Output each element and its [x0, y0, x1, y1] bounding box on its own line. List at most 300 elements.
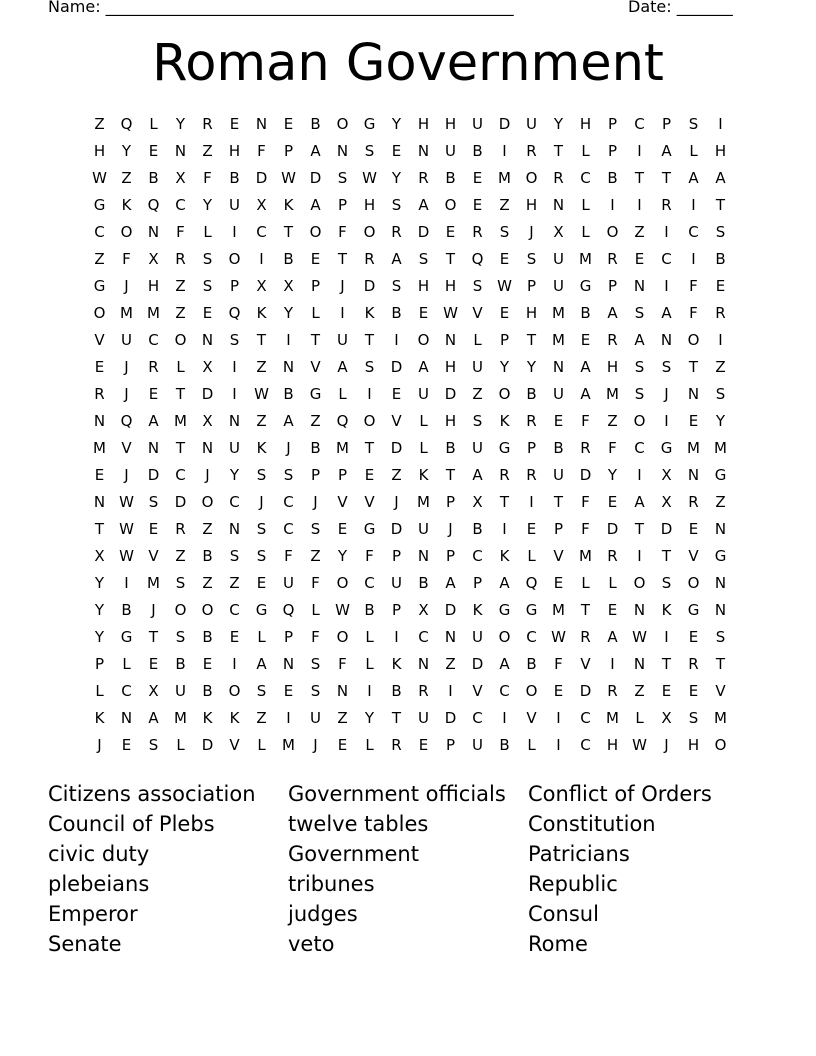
grid-letter[interactable]: V: [526, 709, 537, 727]
grid-letter[interactable]: S: [256, 547, 267, 565]
grid-letter[interactable]: M: [714, 709, 727, 727]
grid-letter[interactable]: J: [259, 493, 264, 511]
grid-letter[interactable]: S: [148, 493, 159, 511]
grid-letter[interactable]: S: [175, 628, 186, 646]
grid-letter[interactable]: S: [472, 412, 483, 430]
grid-letter[interactable]: E: [121, 736, 132, 754]
grid-letter[interactable]: Y: [94, 574, 105, 592]
grid-letter[interactable]: A: [283, 412, 294, 430]
grid-letter[interactable]: E: [607, 493, 618, 511]
grid-letter[interactable]: T: [175, 439, 186, 457]
grid-letter[interactable]: Z: [229, 574, 240, 592]
grid-letter[interactable]: A: [310, 142, 321, 160]
grid-letter[interactable]: S: [661, 358, 672, 376]
grid-letter[interactable]: L: [419, 439, 428, 457]
grid-letter[interactable]: S: [634, 358, 645, 376]
grid-letter[interactable]: M: [579, 547, 592, 565]
grid-letter[interactable]: I: [448, 682, 453, 700]
grid-letter[interactable]: J: [340, 277, 345, 295]
grid-letter[interactable]: C: [580, 709, 591, 727]
grid-letter[interactable]: L: [473, 331, 482, 349]
grid-letter[interactable]: K: [418, 466, 429, 484]
grid-letter[interactable]: Y: [553, 115, 564, 133]
grid-letter[interactable]: Z: [256, 709, 267, 727]
grid-letter[interactable]: R: [688, 493, 699, 511]
grid-letter[interactable]: V: [337, 493, 348, 511]
grid-letter[interactable]: C: [580, 169, 591, 187]
grid-letter[interactable]: K: [202, 709, 213, 727]
grid-letter[interactable]: K: [94, 709, 105, 727]
grid-letter[interactable]: S: [391, 277, 402, 295]
grid-letter[interactable]: E: [283, 682, 294, 700]
grid-letter[interactable]: H: [525, 304, 538, 322]
grid-letter[interactable]: J: [151, 601, 156, 619]
grid-letter[interactable]: E: [391, 385, 402, 403]
grid-letter[interactable]: H: [444, 277, 457, 295]
grid-letter[interactable]: Z: [607, 412, 618, 430]
grid-letter[interactable]: E: [256, 574, 267, 592]
grid-letter[interactable]: F: [284, 547, 293, 565]
grid-letter[interactable]: A: [580, 385, 591, 403]
grid-letter[interactable]: R: [175, 520, 186, 538]
grid-letter[interactable]: Y: [526, 358, 537, 376]
grid-letter[interactable]: A: [418, 358, 429, 376]
grid-letter[interactable]: M: [606, 709, 619, 727]
grid-letter[interactable]: I: [664, 223, 669, 241]
grid-letter[interactable]: A: [634, 331, 645, 349]
grid-letter[interactable]: N: [552, 358, 565, 376]
grid-letter[interactable]: R: [148, 358, 159, 376]
grid-letter[interactable]: L: [176, 358, 185, 376]
grid-letter[interactable]: F: [257, 142, 266, 160]
grid-letter[interactable]: I: [637, 466, 642, 484]
grid-letter[interactable]: Q: [228, 304, 241, 322]
grid-letter[interactable]: C: [175, 196, 186, 214]
grid-letter[interactable]: L: [581, 574, 590, 592]
grid-letter[interactable]: F: [581, 520, 590, 538]
grid-letter[interactable]: I: [664, 412, 669, 430]
grid-letter[interactable]: L: [527, 547, 536, 565]
grid-letter[interactable]: L: [365, 736, 374, 754]
grid-letter[interactable]: N: [444, 628, 457, 646]
grid-letter[interactable]: N: [93, 412, 106, 430]
grid-letter[interactable]: M: [606, 385, 619, 403]
grid-letter[interactable]: E: [472, 196, 483, 214]
grid-letter[interactable]: W: [443, 304, 458, 322]
grid-letter[interactable]: O: [120, 223, 133, 241]
grid-letter[interactable]: C: [634, 115, 645, 133]
grid-letter[interactable]: U: [310, 709, 321, 727]
grid-letter[interactable]: U: [418, 520, 429, 538]
grid-letter[interactable]: V: [364, 493, 375, 511]
grid-letter[interactable]: S: [310, 682, 321, 700]
grid-letter[interactable]: V: [472, 304, 483, 322]
grid-letter[interactable]: Y: [283, 304, 294, 322]
grid-letter[interactable]: A: [499, 655, 510, 673]
grid-letter[interactable]: E: [715, 277, 726, 295]
grid-letter[interactable]: L: [257, 628, 266, 646]
grid-letter[interactable]: Z: [175, 277, 186, 295]
grid-letter[interactable]: W: [119, 520, 134, 538]
date-field[interactable]: Date: _______: [628, 0, 733, 16]
grid-letter[interactable]: Q: [282, 601, 295, 619]
grid-letter[interactable]: I: [691, 196, 696, 214]
grid-letter[interactable]: C: [283, 520, 294, 538]
grid-letter[interactable]: S: [256, 520, 267, 538]
grid-letter[interactable]: F: [311, 574, 320, 592]
grid-letter[interactable]: I: [286, 331, 291, 349]
grid-letter[interactable]: F: [338, 655, 347, 673]
grid-letter[interactable]: N: [660, 331, 673, 349]
grid-letter[interactable]: E: [688, 628, 699, 646]
grid-letter[interactable]: N: [687, 385, 700, 403]
grid-letter[interactable]: E: [418, 304, 429, 322]
grid-letter[interactable]: R: [526, 412, 537, 430]
grid-letter[interactable]: P: [283, 628, 294, 646]
grid-letter[interactable]: D: [390, 358, 403, 376]
grid-letter[interactable]: E: [526, 520, 537, 538]
grid-letter[interactable]: R: [607, 547, 618, 565]
grid-letter[interactable]: P: [499, 331, 510, 349]
grid-letter[interactable]: A: [310, 196, 321, 214]
grid-letter[interactable]: Y: [337, 547, 348, 565]
grid-letter[interactable]: E: [364, 466, 375, 484]
grid-letter[interactable]: C: [256, 223, 267, 241]
grid-letter[interactable]: I: [502, 142, 507, 160]
grid-letter[interactable]: S: [634, 304, 645, 322]
grid-letter[interactable]: Z: [202, 574, 213, 592]
grid-letter[interactable]: E: [310, 250, 321, 268]
grid-letter[interactable]: S: [472, 277, 483, 295]
grid-letter[interactable]: J: [664, 736, 669, 754]
grid-letter[interactable]: K: [499, 412, 510, 430]
grid-letter[interactable]: E: [634, 250, 645, 268]
grid-letter[interactable]: L: [581, 142, 590, 160]
grid-letter[interactable]: R: [418, 682, 429, 700]
grid-letter[interactable]: C: [175, 466, 186, 484]
grid-letter[interactable]: V: [148, 547, 159, 565]
grid-letter[interactable]: W: [335, 601, 350, 619]
grid-letter[interactable]: P: [607, 277, 618, 295]
grid-letter[interactable]: S: [310, 520, 321, 538]
grid-letter[interactable]: B: [202, 628, 213, 646]
grid-letter[interactable]: Q: [525, 574, 538, 592]
grid-letter[interactable]: S: [499, 223, 510, 241]
grid-letter[interactable]: L: [581, 223, 590, 241]
grid-letter[interactable]: S: [256, 466, 267, 484]
grid-letter[interactable]: O: [525, 169, 538, 187]
grid-letter[interactable]: Z: [202, 142, 213, 160]
grid-letter[interactable]: U: [283, 574, 294, 592]
grid-letter[interactable]: D: [579, 682, 592, 700]
grid-letter[interactable]: U: [526, 115, 537, 133]
grid-letter[interactable]: K: [229, 709, 240, 727]
grid-letter[interactable]: Y: [229, 466, 240, 484]
grid-letter[interactable]: R: [526, 142, 537, 160]
grid-letter[interactable]: P: [607, 142, 618, 160]
grid-letter[interactable]: I: [556, 736, 561, 754]
grid-letter[interactable]: S: [634, 385, 645, 403]
grid-letter[interactable]: L: [365, 655, 374, 673]
grid-letter[interactable]: D: [417, 223, 430, 241]
grid-letter[interactable]: O: [633, 412, 646, 430]
grid-letter[interactable]: D: [579, 466, 592, 484]
grid-letter[interactable]: P: [472, 574, 483, 592]
grid-letter[interactable]: P: [391, 547, 402, 565]
grid-letter[interactable]: U: [472, 115, 483, 133]
grid-letter[interactable]: M: [552, 331, 565, 349]
grid-letter[interactable]: D: [390, 520, 403, 538]
grid-letter[interactable]: T: [148, 628, 159, 646]
grid-letter[interactable]: S: [688, 115, 699, 133]
grid-letter[interactable]: B: [175, 655, 186, 673]
grid-letter[interactable]: A: [661, 304, 672, 322]
grid-letter[interactable]: I: [610, 196, 615, 214]
grid-letter[interactable]: L: [689, 142, 698, 160]
grid-letter[interactable]: A: [661, 142, 672, 160]
grid-letter[interactable]: B: [202, 547, 213, 565]
grid-letter[interactable]: Z: [337, 709, 348, 727]
grid-letter[interactable]: X: [175, 169, 186, 187]
grid-letter[interactable]: T: [337, 250, 348, 268]
grid-letter[interactable]: Z: [391, 466, 402, 484]
grid-letter[interactable]: K: [283, 196, 294, 214]
grid-letter[interactable]: E: [202, 304, 213, 322]
grid-letter[interactable]: D: [444, 385, 457, 403]
grid-letter[interactable]: N: [282, 358, 295, 376]
grid-letter[interactable]: B: [283, 385, 294, 403]
grid-letter[interactable]: K: [661, 601, 672, 619]
grid-letter[interactable]: D: [660, 520, 673, 538]
grid-letter[interactable]: I: [718, 331, 723, 349]
grid-letter[interactable]: Z: [121, 169, 132, 187]
grid-letter[interactable]: R: [688, 655, 699, 673]
grid-letter[interactable]: N: [714, 601, 727, 619]
grid-letter[interactable]: R: [607, 331, 618, 349]
grid-letter[interactable]: P: [310, 466, 321, 484]
grid-letter[interactable]: P: [391, 601, 402, 619]
grid-letter[interactable]: I: [664, 277, 669, 295]
grid-letter[interactable]: E: [553, 412, 564, 430]
grid-letter[interactable]: C: [94, 223, 105, 241]
grid-letter[interactable]: L: [608, 574, 617, 592]
grid-letter[interactable]: E: [148, 142, 159, 160]
grid-letter[interactable]: E: [283, 115, 294, 133]
grid-letter[interactable]: P: [94, 655, 105, 673]
grid-letter[interactable]: S: [715, 223, 726, 241]
grid-letter[interactable]: T: [445, 466, 456, 484]
grid-letter[interactable]: O: [228, 250, 241, 268]
grid-letter[interactable]: J: [286, 439, 291, 457]
grid-letter[interactable]: V: [688, 547, 699, 565]
grid-letter[interactable]: V: [553, 547, 564, 565]
grid-letter[interactable]: H: [363, 196, 376, 214]
grid-letter[interactable]: A: [148, 709, 159, 727]
grid-letter[interactable]: K: [364, 304, 375, 322]
grid-letter[interactable]: N: [201, 439, 214, 457]
grid-letter[interactable]: E: [580, 331, 591, 349]
grid-letter[interactable]: N: [147, 223, 160, 241]
grid-letter[interactable]: P: [337, 466, 348, 484]
grid-letter[interactable]: S: [526, 250, 537, 268]
grid-letter[interactable]: N: [282, 655, 295, 673]
grid-letter[interactable]: B: [391, 304, 402, 322]
grid-letter[interactable]: G: [660, 439, 673, 457]
grid-letter[interactable]: P: [607, 115, 618, 133]
grid-letter[interactable]: B: [553, 439, 564, 457]
grid-letter[interactable]: Y: [391, 169, 402, 187]
grid-letter[interactable]: O: [336, 628, 349, 646]
grid-letter[interactable]: S: [256, 682, 267, 700]
grid-letter[interactable]: O: [336, 115, 349, 133]
grid-letter[interactable]: G: [363, 520, 376, 538]
grid-letter[interactable]: U: [229, 439, 240, 457]
grid-letter[interactable]: V: [580, 655, 591, 673]
grid-letter[interactable]: G: [255, 601, 268, 619]
grid-letter[interactable]: M: [336, 439, 349, 457]
grid-letter[interactable]: X: [661, 493, 672, 511]
grid-letter[interactable]: F: [581, 493, 590, 511]
grid-letter[interactable]: I: [232, 223, 237, 241]
grid-letter[interactable]: E: [202, 655, 213, 673]
grid-letter[interactable]: Y: [121, 142, 132, 160]
grid-letter[interactable]: O: [336, 574, 349, 592]
grid-letter[interactable]: N: [417, 547, 430, 565]
grid-letter[interactable]: U: [418, 385, 429, 403]
grid-letter[interactable]: B: [715, 250, 726, 268]
grid-letter[interactable]: I: [502, 709, 507, 727]
grid-letter[interactable]: H: [606, 736, 619, 754]
grid-letter[interactable]: T: [445, 250, 456, 268]
grid-letter[interactable]: R: [202, 115, 213, 133]
grid-letter[interactable]: B: [310, 115, 321, 133]
grid-letter[interactable]: D: [471, 655, 484, 673]
grid-letter[interactable]: Q: [120, 412, 133, 430]
grid-letter[interactable]: G: [714, 466, 727, 484]
grid-letter[interactable]: T: [499, 493, 510, 511]
grid-letter[interactable]: I: [610, 655, 615, 673]
grid-letter[interactable]: K: [391, 655, 402, 673]
grid-letter[interactable]: B: [445, 169, 456, 187]
grid-letter[interactable]: W: [497, 277, 512, 295]
grid-letter[interactable]: B: [310, 439, 321, 457]
grid-letter[interactable]: I: [637, 196, 642, 214]
grid-letter[interactable]: F: [338, 223, 347, 241]
grid-letter[interactable]: K: [499, 547, 510, 565]
grid-letter[interactable]: C: [148, 331, 159, 349]
grid-letter[interactable]: A: [499, 574, 510, 592]
grid-letter[interactable]: L: [257, 736, 266, 754]
grid-letter[interactable]: D: [174, 493, 187, 511]
grid-letter[interactable]: V: [94, 331, 105, 349]
grid-letter[interactable]: T: [283, 223, 294, 241]
grid-letter[interactable]: N: [228, 520, 241, 538]
grid-letter[interactable]: Y: [94, 628, 105, 646]
grid-letter[interactable]: A: [607, 628, 618, 646]
grid-letter[interactable]: S: [364, 358, 375, 376]
grid-letter[interactable]: R: [94, 385, 105, 403]
grid-letter[interactable]: S: [229, 547, 240, 565]
grid-letter[interactable]: T: [661, 655, 672, 673]
grid-letter[interactable]: S: [283, 466, 294, 484]
grid-letter[interactable]: P: [661, 115, 672, 133]
grid-letter[interactable]: L: [338, 385, 347, 403]
grid-letter[interactable]: Z: [256, 358, 267, 376]
grid-letter[interactable]: N: [552, 196, 565, 214]
grid-letter[interactable]: D: [201, 385, 214, 403]
grid-letter[interactable]: C: [418, 628, 429, 646]
grid-letter[interactable]: I: [637, 142, 642, 160]
grid-letter[interactable]: I: [232, 655, 237, 673]
grid-letter[interactable]: S: [202, 250, 213, 268]
grid-letter[interactable]: N: [336, 682, 349, 700]
grid-letter[interactable]: J: [97, 736, 102, 754]
grid-letter[interactable]: P: [445, 493, 456, 511]
grid-letter[interactable]: D: [147, 466, 160, 484]
grid-letter[interactable]: F: [122, 250, 131, 268]
grid-letter[interactable]: D: [255, 169, 268, 187]
grid-letter[interactable]: T: [553, 142, 564, 160]
grid-letter[interactable]: O: [201, 601, 214, 619]
grid-letter[interactable]: O: [498, 628, 511, 646]
grid-letter[interactable]: N: [255, 115, 268, 133]
grid-letter[interactable]: X: [472, 493, 483, 511]
grid-letter[interactable]: E: [148, 385, 159, 403]
grid-letter[interactable]: C: [364, 574, 375, 592]
grid-letter[interactable]: F: [554, 655, 563, 673]
grid-letter[interactable]: O: [174, 601, 187, 619]
grid-letter[interactable]: Z: [715, 493, 726, 511]
grid-letter[interactable]: B: [229, 169, 240, 187]
grid-letter[interactable]: B: [580, 304, 591, 322]
grid-letter[interactable]: W: [362, 169, 377, 187]
grid-letter[interactable]: F: [203, 169, 212, 187]
grid-letter[interactable]: W: [281, 169, 296, 187]
grid-letter[interactable]: W: [632, 736, 647, 754]
grid-letter[interactable]: U: [472, 358, 483, 376]
grid-letter[interactable]: S: [175, 574, 186, 592]
grid-letter[interactable]: J: [394, 493, 399, 511]
grid-letter[interactable]: H: [579, 115, 592, 133]
grid-letter[interactable]: E: [229, 628, 240, 646]
grid-letter[interactable]: L: [365, 628, 374, 646]
grid-letter[interactable]: X: [661, 466, 672, 484]
grid-letter[interactable]: B: [202, 682, 213, 700]
grid-letter[interactable]: X: [202, 412, 213, 430]
grid-letter[interactable]: X: [148, 250, 159, 268]
grid-letter[interactable]: E: [499, 304, 510, 322]
grid-letter[interactable]: P: [445, 547, 456, 565]
grid-letter[interactable]: R: [607, 250, 618, 268]
grid-letter[interactable]: T: [364, 331, 375, 349]
grid-letter[interactable]: A: [445, 574, 456, 592]
grid-letter[interactable]: Z: [94, 250, 105, 268]
grid-letter[interactable]: B: [472, 142, 483, 160]
grid-letter[interactable]: O: [687, 574, 700, 592]
grid-letter[interactable]: H: [417, 277, 430, 295]
grid-letter[interactable]: J: [313, 493, 318, 511]
grid-letter[interactable]: O: [228, 682, 241, 700]
grid-letter[interactable]: I: [124, 574, 129, 592]
grid-letter[interactable]: I: [502, 520, 507, 538]
grid-letter[interactable]: P: [526, 439, 537, 457]
grid-letter[interactable]: H: [444, 115, 457, 133]
grid-letter[interactable]: O: [606, 223, 619, 241]
grid-letter[interactable]: M: [498, 169, 511, 187]
grid-letter[interactable]: V: [391, 412, 402, 430]
grid-letter[interactable]: U: [445, 142, 456, 160]
grid-letter[interactable]: I: [232, 358, 237, 376]
